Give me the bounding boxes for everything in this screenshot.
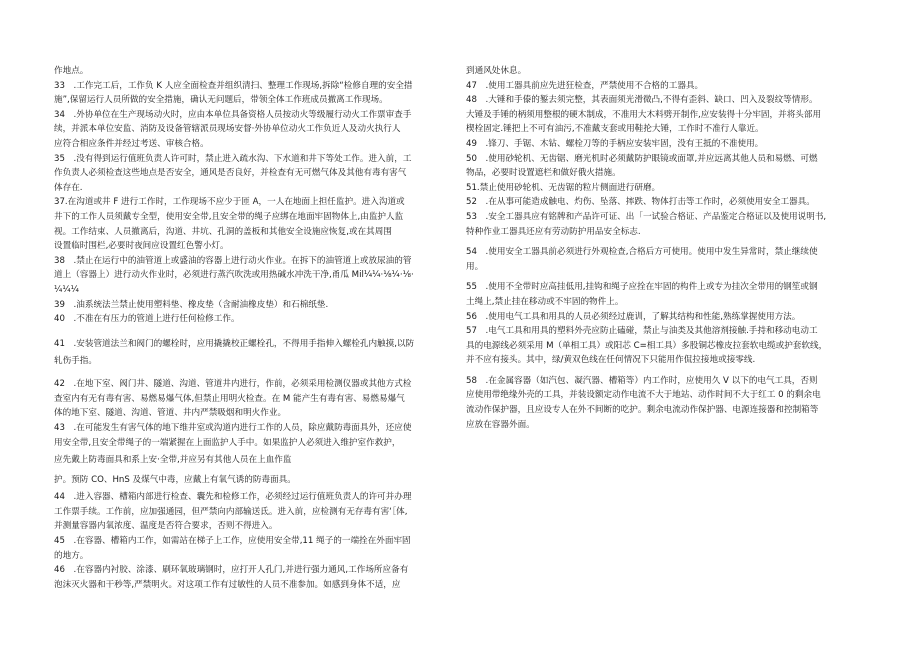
text-line: 并测量容器内氧浓度、温度是否符合要求，否则不得进入。 <box>54 521 278 532</box>
text-line: 具的电源线必须采用 M（单相工具）或阳芯 C=相工具）多股铜芯橡皮拉套软电缆或护套软线， <box>466 340 828 351</box>
text-line: 特种作业工器具还应有劳动防护用品安全标志. <box>466 226 641 237</box>
text-line: 50 .使用砂轮机、无齿锯、磨光机时必须戴防护眼镜或面罩,并应远离其他人员和易燃、可燃 <box>466 153 818 164</box>
text-line: 48 .大锤和手傣的錾去须完整，其表面须光滑微凸,不得有歪斜、缺口、凹入及裂纹等情形。 <box>466 95 818 106</box>
text-line: 护。预防 CO、HnS 及煤气中毒，应戴上有氧气诱的防毒面具。 <box>54 475 296 486</box>
text-line: 并不应有接头。其中，绿/黄双色线在任何情况下只能用作侃拉接地或接零线. <box>466 355 756 366</box>
text-line: 52 .在从事可能造成触电、灼伤、坠落、摔跌、物体打击等工作时，必须使用安全工器具。 <box>466 197 815 208</box>
text-line: 35 .没有得到运行值班负责人许可时，禁止进入疏水沟、下水道和井下等处工作。进入前，工 <box>54 153 412 164</box>
text-line: 设置临时围栏,必要时夜间应设置红色警小灯。 <box>54 241 229 252</box>
text-line: 物品，必要时设置遮栏和做好俄火措施。 <box>466 168 621 179</box>
text-line: 的地方。 <box>54 550 89 561</box>
text-line: 33 .工作完工后，工作负 K 人应全面检查并组织清扫、整理工作现场,拆除“检修自理的安全措 <box>54 80 413 91</box>
text-line: 流动作保护器，且应设专人在外不间断的吃护。剩余电流动作保护器、电源连接器和控制箱等 <box>466 405 819 416</box>
text-line: 55 .使用不全带时应高挂低用,挂钩和绳子应拴在牢固的构件上或专为挂次全带用的钢笙或钢 <box>466 282 818 293</box>
text-line: 到通风处休息。 <box>466 66 527 76</box>
text-line: 47 .使用工器具前应先进狂检查，严禁使用不合格的工器具。 <box>466 80 704 91</box>
text-line: 37.在沟道或井 F 进行工作时，工作现场不应少于匝 A，一人在地面上担任监护。进入沟道或 <box>54 197 405 208</box>
text-line: 视。工作结束、人员撤离后，沟道、井坑、孔洞的盖板和其他安全设施应恢复,或在其周围 <box>54 226 392 237</box>
text-line: 46 .在容器内衬胶、涂漆、刷环氧玻璃钢时，应打开人孔门,并进行强力通风,工作场所应备有 <box>54 565 409 576</box>
text-line: 体存在. <box>54 182 83 193</box>
text-line: 54 .使用安全工器具前必须进行外观检查,合格后方可使用。使用中发生异常时，禁止继续使 <box>466 247 818 258</box>
text-line: 大锤及手锤的柄须用整根的硬木制成，不准用大木料劈开制作,应安装得十分牢固，并将头部用 <box>466 109 822 120</box>
text-line: 34 .外协单位在生产现场动火时，应由本单位具备资格人员按动火等级履行动火工作票审查手 <box>54 109 412 120</box>
text-line: 56 .使用电气工具和用具的人员必须经过鹿训，了解其结构和性能,熟练掌握使用方法。 <box>466 311 801 322</box>
text-line: 53 .安全工器具应有铭牌和产品许可证、出「一试验合格证、产品鉴定合格证以及使用说明书, <box>466 211 827 222</box>
text-line: 42 .在地下室、阀门井、隧道、沟道、管道井内进行，作前，必须采用检测仪器或其他方式检 <box>54 379 412 390</box>
text-line: 施”,保留运行人员所做的安全措施，确认无问题后，带领全体工作班成员撤离工作现场。 <box>54 95 388 106</box>
text-line: 应符合相应条件并经过考送、审核合格。 <box>54 138 209 149</box>
text-line: 用。 <box>466 261 484 272</box>
text-line: 井下的工作人员须戴专全型，使用安全带,且安全带的绳子应绑在地面牢固物体上,由监护人监 <box>54 211 404 222</box>
text-line: 体的地下室、隧道、沟道、管道、井内严禁吸烟和明火作业。 <box>54 408 287 419</box>
text-line: 45 .在容器、槽箱内工作，如需站在梯子上工作，应使用安全带,11 绳子的一端拴在外面牢固 <box>54 536 411 547</box>
left-column <box>54 64 456 592</box>
text-line: 49 .锋刀、手锯、木钻、螺栓刀等的手柄应安装牢固，没有王抵的不准使用。 <box>466 138 764 149</box>
text-line: 查室内有无有毒有害、易燃易爆气体,但禁止用明火检查。在 M 能产生有毒有害、易燃易爆气 <box>54 393 405 404</box>
text-line: 楔栓固定.锤把上不可有油污,不准戴支套或用鞋抡大锤，工作时不准行人靠近。 <box>466 124 764 135</box>
text-line: 轧伤手指。 <box>54 356 97 367</box>
text-line: 40 .不准在有压力的管道上进行任何检修工作。 <box>54 314 240 325</box>
text-line: 57 .电气工具和用具的塑料外壳应防止磕碰，禁止与油类及其他溶剂接触.手持和移动电动工 <box>466 326 818 337</box>
text-line: 43 .在可能发生有害气体的地下维井室或沟道内进行工作的人员，除应戴防毒面具外，还应使 <box>54 423 412 434</box>
text-line: 工作票手续。工作前，应加强通园，但严禁向内部输送氐。进入前，应检测有无存毒有害‘［体, <box>54 506 408 517</box>
text-line: 用安全带,且安全带绳子的一端紧握在上面监护人手中。如果监护人必须进入维护室作救护， <box>54 437 401 448</box>
text-line: 作负责人必须检查这些地点是否安全，通风是否良好，并检查有无可燃气体及其他有毒有害气 <box>54 168 407 179</box>
text-line: 作地点。 <box>54 66 89 76</box>
text-line: 41 .安装管道法兰和阀门的螺栓时，应用撬撬校正螺栓孔，不得用手指伸入螺栓孔内触摸,以防 <box>54 338 415 349</box>
text-line: 土绳上,禁止挂在移动或不牢固的物件上。 <box>466 296 624 307</box>
text-line: 应放在容器外面。 <box>466 419 535 430</box>
text-line: 应使用带绝缘外壳的工具，并装设额定动作电流不大于地站、动作时间不大于红工 0 的剩余电 <box>466 390 821 401</box>
text-line: 道上（容器上）进行动火作业时，必须进行蒸汽吹洗或用热碱水冲洗干净,甬瓜 Mil¼¼·⅛¼·⅛· <box>54 270 414 281</box>
right-column <box>466 64 868 432</box>
text-line: 58 .在金属容器（如汽包、凝汽器、槽箱等）内工作时，应使用久 V 以下的电气工具，否则 <box>466 375 818 386</box>
text-line: ¼¼¼ <box>54 284 79 295</box>
text-line: 泡沫灭火器和干秒等,严禁明火。对这项工作有过敏性的人员不准参加。如感到身体不适，应 <box>54 579 401 590</box>
text-line: 44 .进入容器、槽箱内部进行检查、囊先和检修工作，必须经过运行值班负责人的许可并办理 <box>54 492 412 503</box>
text-line: 应先戴上防毒面具和系上安·全带,并应另有其他人员在上血作监 <box>54 455 292 466</box>
text-line: 39 .油系统法兰禁止使用塑料垫、橡皮垫（含耐油橡皮垫）和石棉纸垫. <box>54 299 329 310</box>
text-line: 38 .禁止在运行中的油管道上或盛油的容器上进行动火作业。在拆下的油管道上或放尿油的管 <box>54 255 412 266</box>
text-line: 续，并派本单位安监、消防及设备管辖派员现场安督·外协单位动火工作负近人及动火执行人 <box>54 124 401 135</box>
text-line: 51.禁止使用砂轮机、无齿锯的粒片侧面进行研磨。 <box>466 182 661 193</box>
